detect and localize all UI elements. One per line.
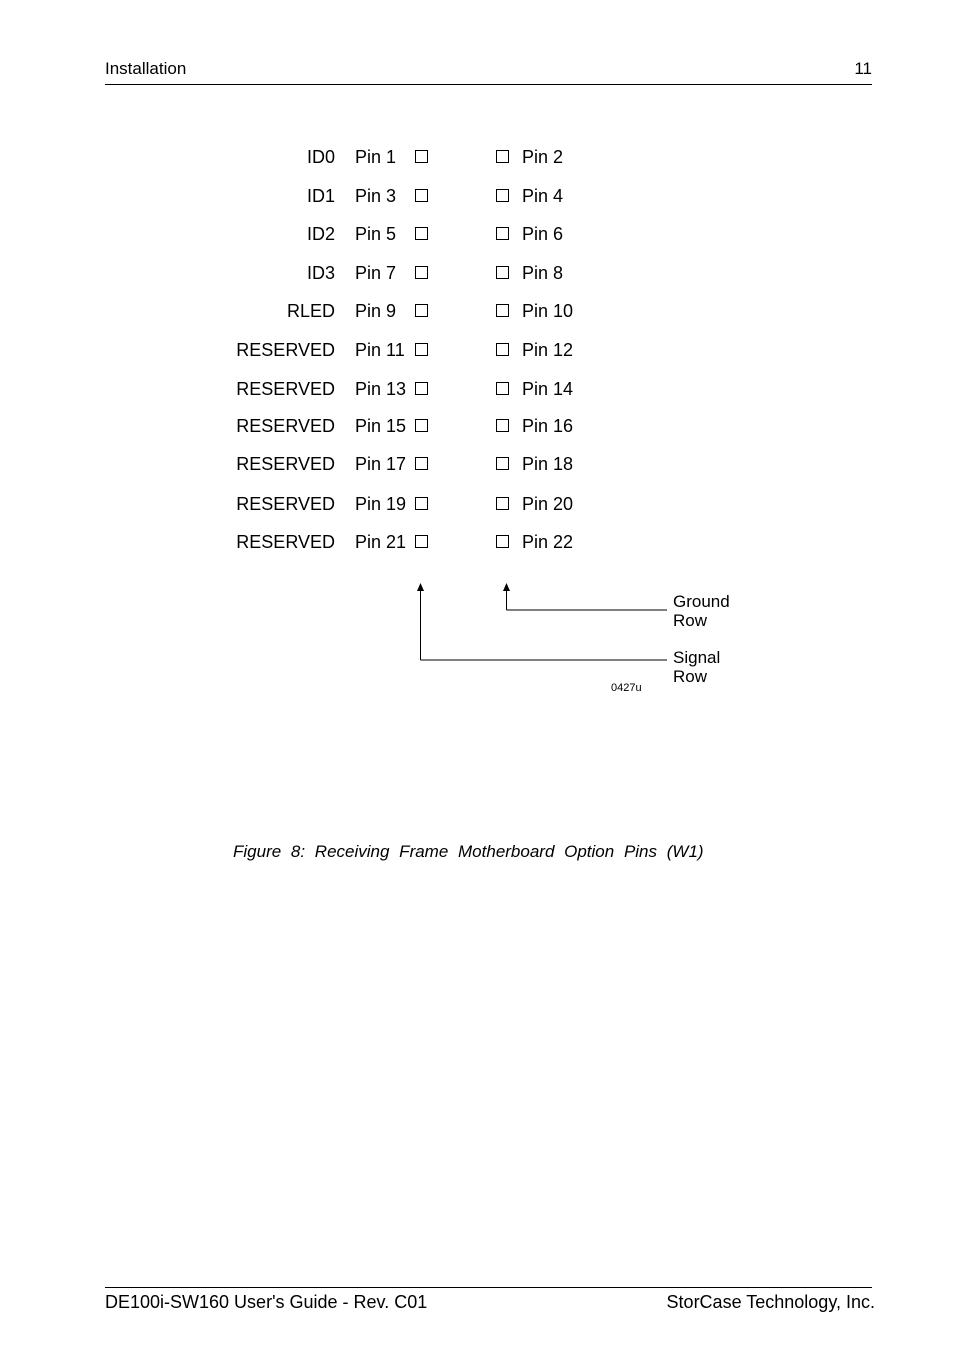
signal-pin-label: Pin 19	[355, 494, 407, 514]
footer-company: StorCase Technology, Inc.	[666, 1292, 875, 1312]
signal-pin-label: Pin 3	[355, 186, 397, 206]
footer-rule	[105, 1287, 872, 1288]
pin-row-label: ID1	[306, 186, 335, 206]
ground-pin-label: Pin 16	[522, 416, 574, 436]
ground-arrow-head	[503, 583, 510, 591]
ground-pin-label: Pin 18	[522, 454, 574, 474]
ground-pin-label: Pin 12	[522, 340, 574, 360]
ground-pin-label: Pin 6	[522, 224, 564, 244]
signal-arrow-head	[417, 583, 424, 591]
ground-pin-label: Pin 20	[522, 494, 574, 514]
figure-caption: Figure 8: Receiving Frame Motherboard Option Pins (W1)	[233, 842, 704, 861]
footer-doc-title: DE100i-SW160 User's Guide - Rev. C01	[105, 1292, 428, 1312]
signal-pin-label: Pin 17	[355, 454, 407, 474]
signal-pin-label: Pin 13	[355, 379, 407, 399]
signal-row-legend	[673, 648, 720, 686]
figure-code: 0427u	[611, 682, 642, 694]
signal-pin-label: Pin 11	[355, 340, 405, 360]
pin-row-label: RESERVED	[236, 416, 335, 436]
signal-pin-label: Pin 9	[355, 301, 397, 321]
ground-legend-line2: Row	[673, 611, 708, 630]
pin-row-label: RESERVED	[236, 532, 335, 552]
signal-pin-label: Pin 15	[355, 416, 407, 436]
ground-pin-label: Pin 22	[522, 532, 574, 552]
pin-row-label: ID0	[306, 147, 335, 167]
header-page-number: 11	[854, 59, 872, 78]
ground-pin-label: Pin 4	[522, 186, 564, 206]
header-section-title: Installation	[105, 59, 187, 78]
pin-row-label: RESERVED	[236, 379, 335, 399]
pin-row-label: RESERVED	[236, 454, 335, 474]
pin-row-label: RESERVED	[236, 340, 335, 360]
ground-pin-label: Pin 10	[522, 301, 574, 321]
pin-row-label: RESERVED	[236, 494, 335, 514]
signal-legend-line2: Row	[673, 667, 708, 686]
ground-legend-line1: Ground	[673, 592, 730, 611]
pin-row-label: ID2	[306, 224, 335, 244]
ground-pin-label: Pin 14	[522, 379, 574, 399]
ground-pin-label: Pin 8	[522, 263, 564, 283]
signal-pin-label: Pin 1	[355, 147, 397, 167]
signal-legend-line1: Signal	[673, 648, 721, 667]
signal-pin-label: Pin 7	[355, 263, 397, 283]
ground-row-legend	[673, 592, 730, 630]
signal-pin-label: Pin 21	[355, 532, 407, 552]
pin-row-label: RLED	[286, 301, 335, 321]
pin-row-label: ID3	[306, 263, 335, 283]
ground-pin-label: Pin 2	[522, 147, 564, 167]
signal-pin-label: Pin 5	[355, 224, 397, 244]
